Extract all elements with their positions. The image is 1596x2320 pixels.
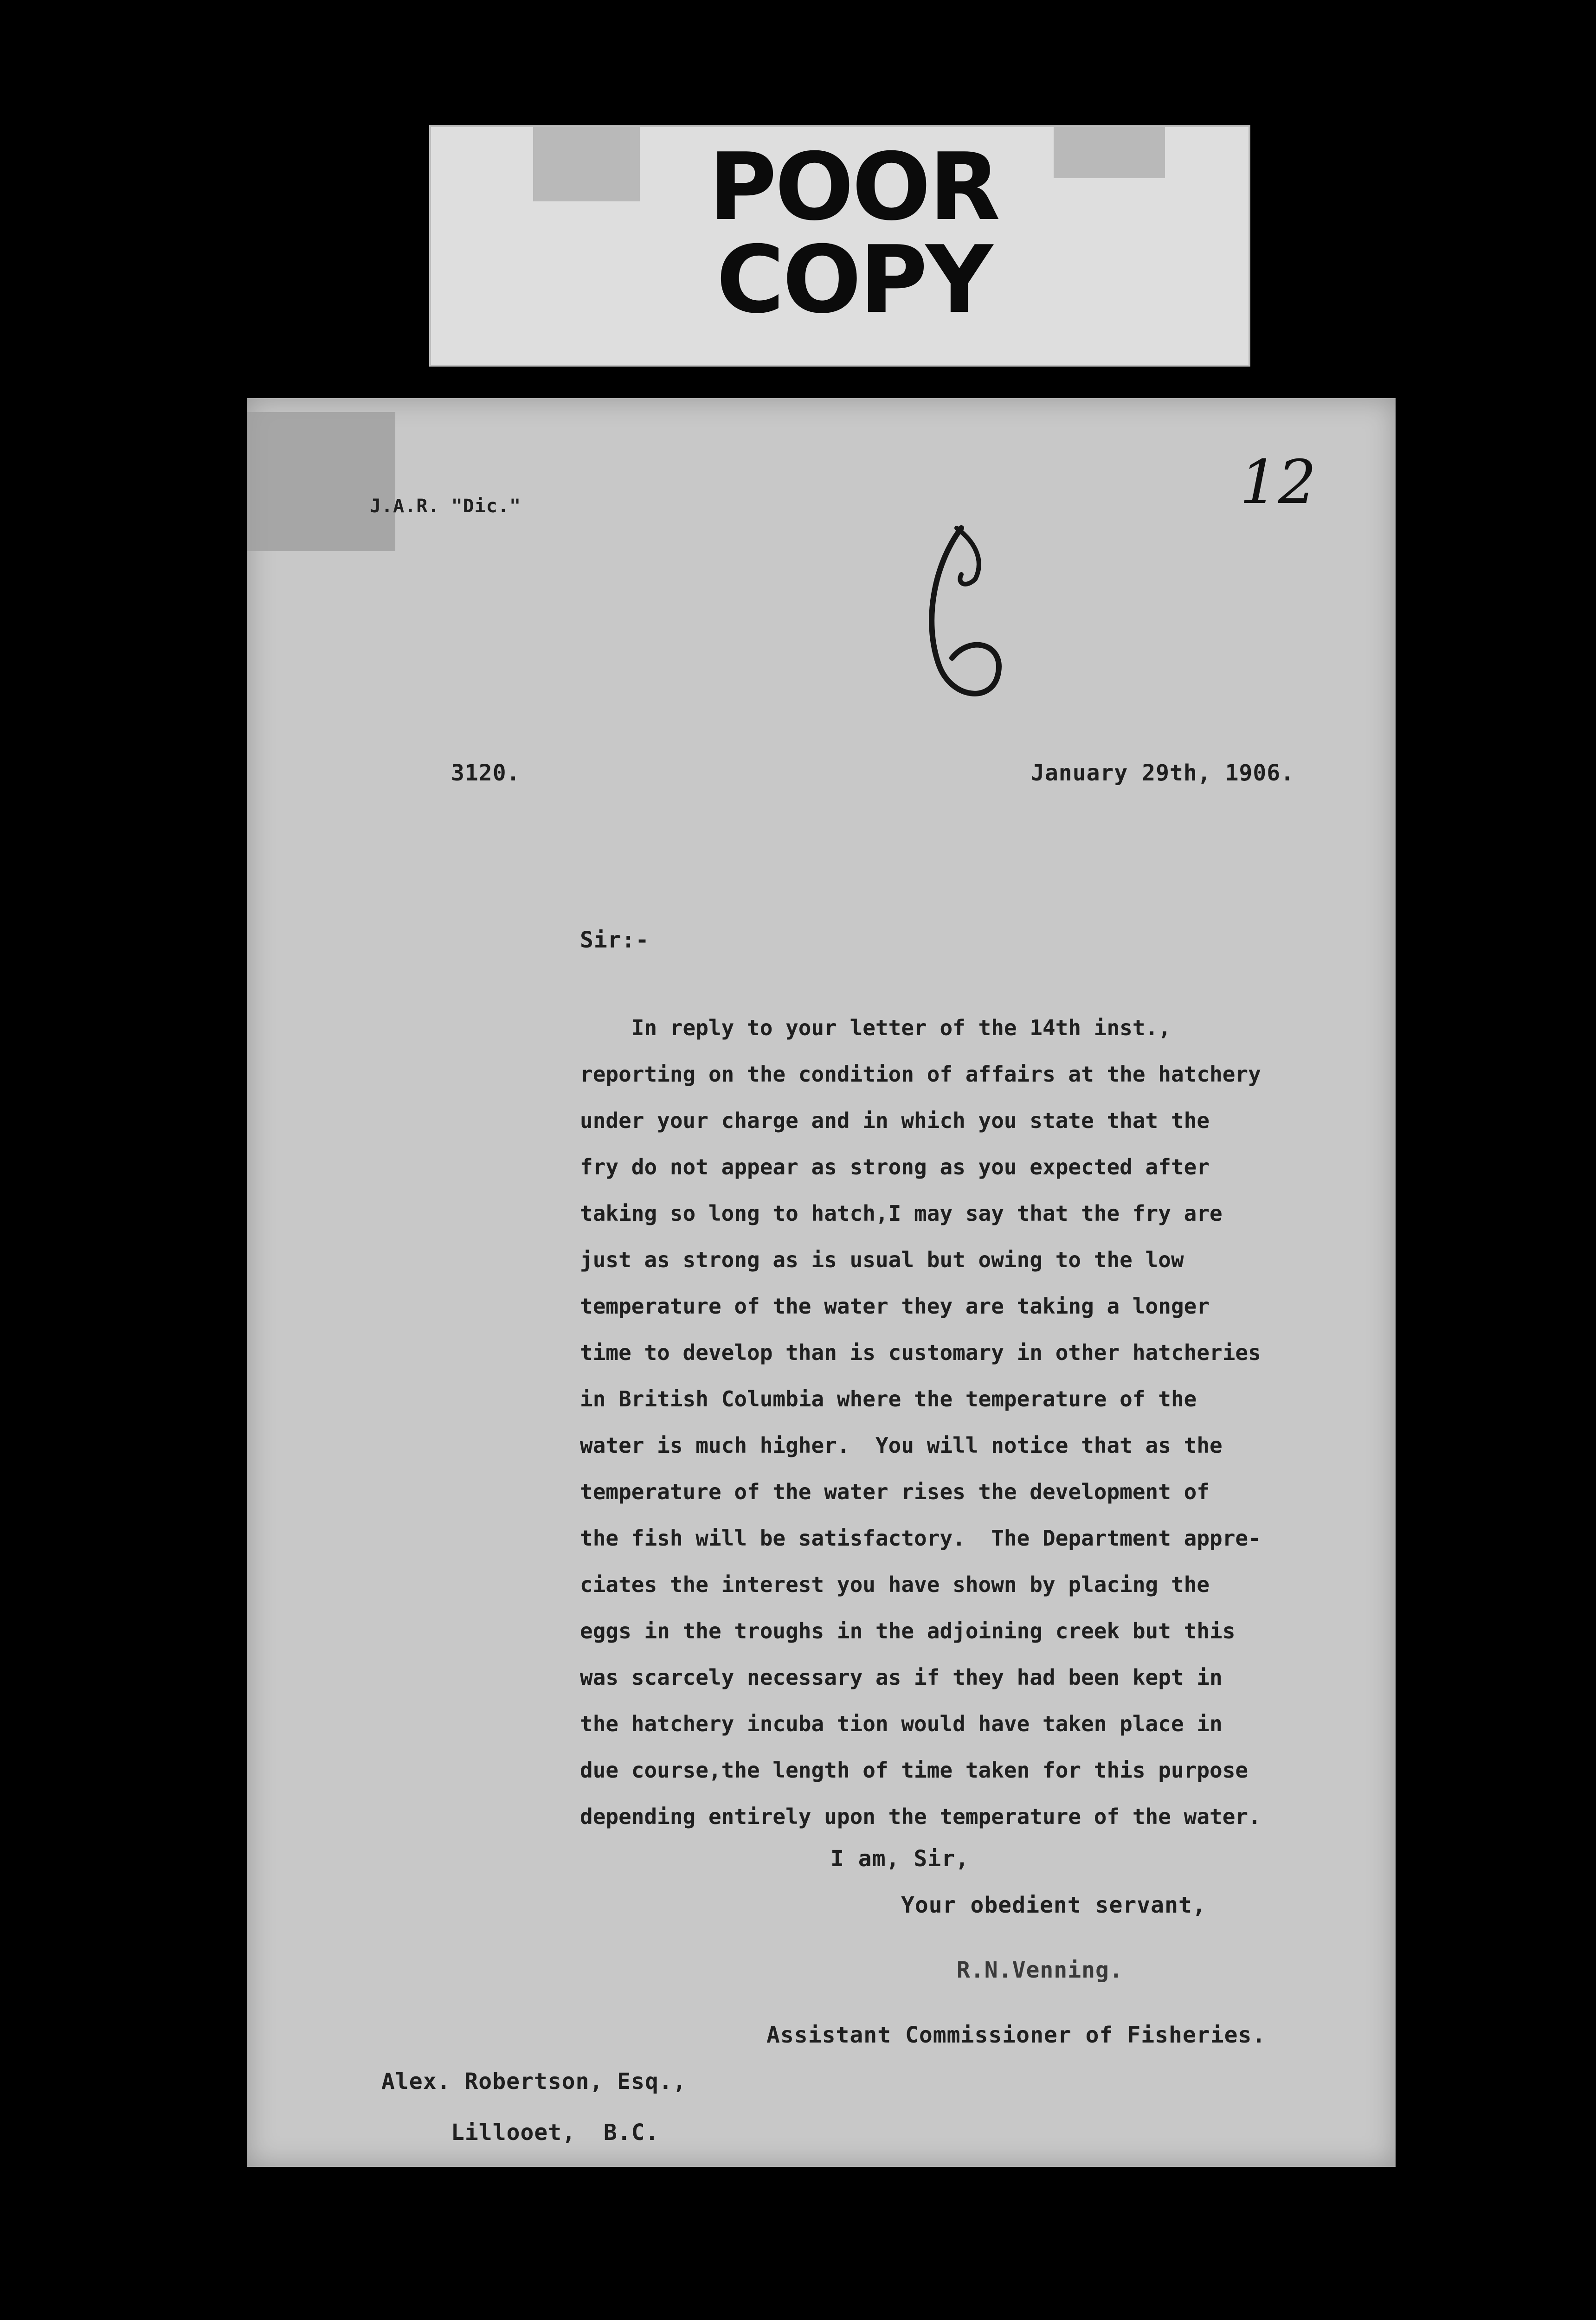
letter-page (247, 398, 1396, 2167)
tape-strip (247, 412, 395, 551)
letter-date: January 29th, 1906. (1031, 760, 1295, 786)
body-line: just as strong as is usual but owing to the low (580, 1247, 1184, 1272)
handwritten-six-mark (906, 509, 1045, 723)
body-line: in British Columbia where the temperature of the (580, 1386, 1197, 1411)
body-line: due course,the length of time taken for this purpose (580, 1758, 1248, 1783)
body-line: was scarcely necessary as if they had been kept in (580, 1665, 1223, 1690)
body-line: eggs in the troughs in the adjoining creek but this (580, 1618, 1236, 1643)
body-line: time to develop than is customary in other hatcheries (580, 1340, 1261, 1365)
signature: R.N.Venning. (957, 1957, 1123, 1983)
salutation: Sir:- (580, 927, 650, 953)
body-line: In reply to your letter of the 14th inst., (580, 1015, 1171, 1040)
body-line: temperature of the water they are taking a longer (580, 1294, 1210, 1319)
body-line: under your charge and in which you state that the (580, 1108, 1210, 1133)
body-line: taking so long to hatch,I may say that the fry are (580, 1201, 1223, 1226)
body-line: fry do not appear as strong as you expected after (580, 1154, 1210, 1179)
body-line: the hatchery incuba tion would have taken place in (580, 1711, 1223, 1736)
body-line: ciates the interest you have shown by placing the (580, 1572, 1210, 1597)
poor-copy-stamp (429, 125, 1250, 367)
body-line: temperature of the water rises the development of (580, 1479, 1210, 1504)
body-line: depending entirely upon the temperature of the water. (580, 1804, 1261, 1829)
closing-line-1: I am, Sir, (830, 1846, 969, 1872)
stamp-line-1: POOR (708, 133, 999, 241)
handwritten-page-number: 12 (1240, 447, 1317, 517)
signatory-title: Assistant Commissioner of Fisheries. (766, 2022, 1266, 2048)
body-line: the fish will be satisfactory. The Department appre- (580, 1526, 1261, 1551)
closing-line-2: Your obedient servant, (901, 1892, 1206, 1918)
addressee-name: Alex. Robertson, Esq., (381, 2069, 687, 2094)
body-line: water is much higher. You will notice that as the (580, 1433, 1223, 1458)
dictation-initials: J.A.R. "Dic." (370, 496, 521, 517)
body-line: reporting on the condition of affairs at the hatchery (580, 1062, 1261, 1087)
file-number: 3120. (451, 760, 521, 786)
stamp-line-2: COPY (716, 226, 991, 334)
addressee-place: Lillooet, B.C. (451, 2120, 659, 2146)
